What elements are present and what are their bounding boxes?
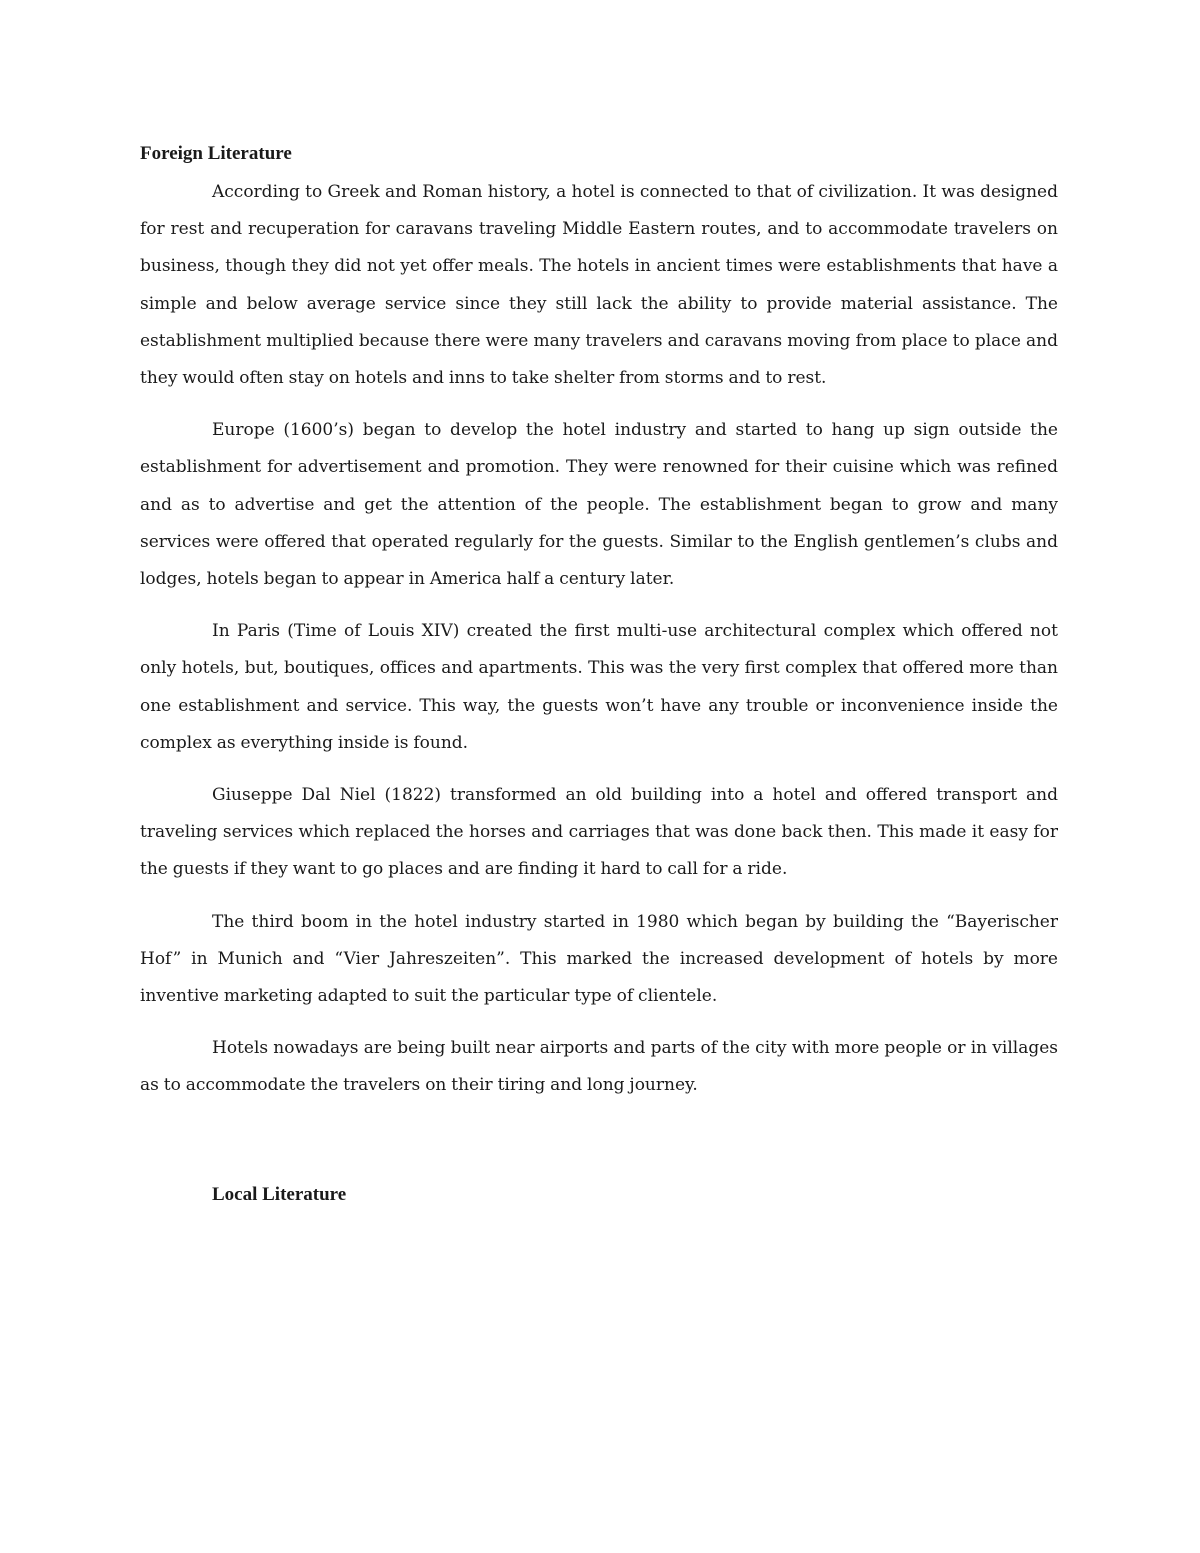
paragraph-third-boom: The third boom in the hotel industry started in 1980 which began by building the “Bayerischer Hof” in Munich and “Vier Jahreszeiten”. This marked the increased development of hotels by more inventive marketing adapted to suit the particular type of clientele. [140,911,1058,1007]
paragraph-paris-louis-xiv: In Paris (Time of Louis XIV) created the first multi-use architectural complex which offered not only hotels, but, boutiques, offices and apartments. This was the very first complex that offered more than one establishment and service. This way, the guests won’t have any trouble or inconvenience inside the complex as everything inside is found. [140,621,1058,753]
paragraph-hotels-nowadays: Hotels nowadays are being built near airports and parts of the city with more people or in villages as to accommodate the travelers on their tiring and long journey. [140,1038,1058,1096]
paragraph-europe-1600s: Europe (1600’s) began to develop the hotel industry and started to hang up sign outside the establishment for advertisement and promotion. They were renowned for their cuisine which was refined and as to advertise and get the attention of the people. The establishment began to grow and many services were offered that operated regularly for the guests. Similar to the English gentlemen’s clubs and lodges, hotels began to appear in America half a century later. [140,420,1058,590]
local-literature-heading: Local Literature [212,1183,347,1205]
paragraph-giuseppe-dal-niel: Giuseppe Dal Niel (1822) transformed an old building into a hotel and offered transport and traveling services which replaced the horses and carriages that was done back then. This made it easy for the guests if they want to go places and are finding it hard to call for a ride. [140,785,1058,880]
foreign-literature-heading: Foreign Literature [140,143,292,164]
paragraph-greek-roman-history: According to Greek and Roman history, a hotel is connected to that of civilization. It was designed for rest and recuperation for caravans traveling Middle Eastern routes, and to accommodate travelers on business, though they did not yet offer meals. The hotels in ancient times were establishments that have a simple and below average service since they still lack the ability to provide material assistance. The establishment multiplied because there were many travelers and caravans moving from place to place and they would often stay on hotels and inns to take shelter from storms and to rest. [140,182,1058,389]
document-page [140,138,1058,1211]
